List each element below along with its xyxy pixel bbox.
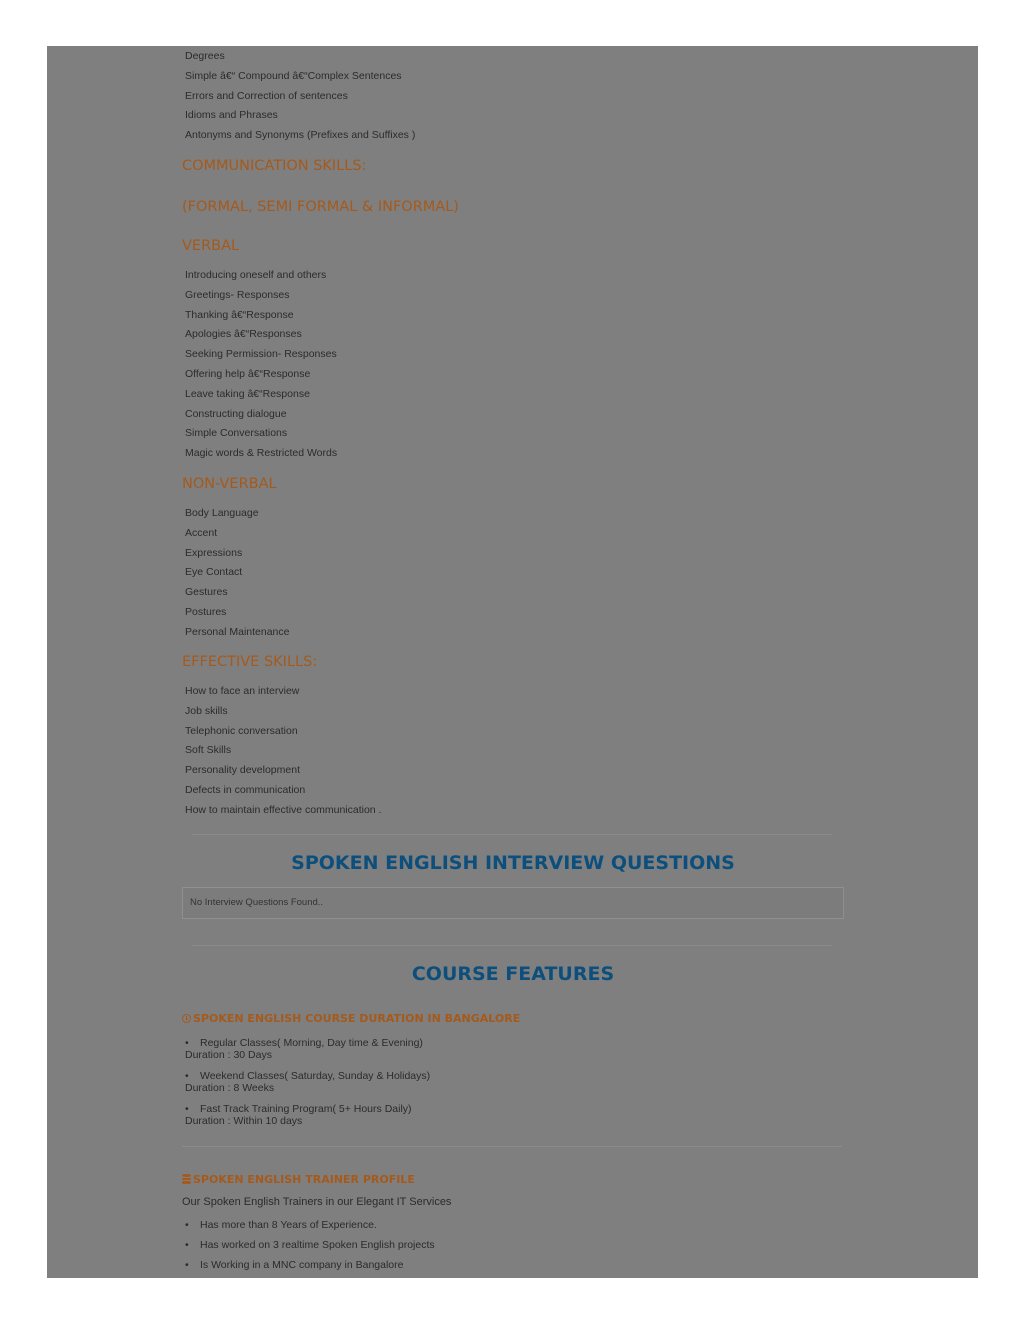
list-item: Idioms and Phrases [185,109,278,122]
list-item: • Has worked on 3 realtime Spoken English projects [182,1238,435,1258]
list-item: • Is Working in a MNC company in Bangalore [182,1258,435,1278]
verbal-heading: VERBAL [182,238,240,254]
list-item: How to face an interview [185,685,300,697]
list-item: Personality development [185,764,300,777]
duration-entry [182,1037,430,1070]
grammar-list [182,47,415,146]
list-item: Introducing oneself and others [185,269,327,281]
list-item: Apologies â€“Responses [185,328,302,341]
trainer-heading-text: SPOKEN ENGLISH TRAINER PROFILE [193,1173,415,1186]
list-item: Simple Conversations [185,427,288,440]
trainer-heading [182,1173,415,1186]
effective-heading: EFFECTIVE SKILLS: [182,654,318,670]
list-item: Telephonic conversation [185,724,298,737]
list-item: Degrees [185,50,225,62]
divider [182,1146,842,1147]
list-item: Gestures [185,586,228,599]
clock-icon [182,1014,191,1023]
list-item: Thanking â€“Response [185,308,294,321]
list-item: Soft Skills [185,744,232,757]
list-item: Personal Maintenance [185,625,290,638]
interview-questions-title: SPOKEN ENGLISH INTERVIEW QUESTIONS [291,852,735,874]
duration-heading-text: SPOKEN ENGLISH COURSE DURATION IN BANGALORE [193,1012,521,1025]
dimmed-content-panel [47,46,978,1278]
list-item: • Has more than 8 Years of Experience. [182,1218,435,1238]
list-item: Body Language [185,507,259,519]
list-item: Job skills [185,704,228,717]
duration-heading [182,1012,520,1025]
empty-state-text: No Interview Questions Found.. [190,897,324,908]
list-item: Constructing dialogue [185,407,287,420]
divider [192,945,832,946]
duration-value: Duration : 30 Days [185,1049,272,1061]
database-icon [182,1174,191,1184]
duration-entry [182,1103,430,1136]
effective-list [182,682,381,821]
trainer-intro: Our Spoken English Trainers in our Elegant IT Services [182,1196,452,1208]
list-item: Errors and Correction of sentences [185,89,348,102]
nonverbal-heading: NON-VERBAL [182,476,277,492]
list-item: Eye Contact [185,566,243,579]
list-item: Antonyms and Synonyms (Prefixes and Suffixes ) [185,129,416,142]
nonverbal-list [182,504,289,643]
duration-list [182,1037,430,1136]
list-item: Simple â€“ Compound â€“Complex Sentences [185,69,402,82]
duration-label: • Weekend Classes( Saturday, Sunday & Holidays) [182,1070,430,1082]
duration-value: Duration : Within 10 days [185,1115,303,1127]
list-item: Expressions [185,546,243,559]
list-item: Greetings- Responses [185,288,290,301]
trainer-points [182,1218,435,1278]
interview-questions-box [182,887,844,919]
duration-label: • Fast Track Training Program( 5+ Hours Daily) [182,1103,430,1115]
course-features-title: COURSE FEATURES [411,963,615,985]
duration-value: Duration : 8 Weeks [185,1082,275,1094]
divider [192,834,832,835]
list-item: Defects in communication [185,783,306,796]
list-item: Leave taking â€“Response [185,387,310,400]
list-item: Magic words & Restricted Words [185,447,338,460]
list-item: Seeking Permission- Responses [185,348,337,361]
duration-label: • Regular Classes( Morning, Day time & Evening) [182,1037,430,1049]
verbal-list [182,266,337,464]
duration-entry [182,1070,430,1103]
list-item: How to maintain effective communication . [185,803,382,816]
communication-heading: COMMUNICATION SKILLS: [182,158,367,174]
communication-subheading: (FORMAL, SEMI FORMAL & INFORMAL) [182,199,459,215]
list-item: Accent [185,526,218,539]
list-item: Offering help â€“Response [185,367,311,380]
list-item: Postures [185,605,227,618]
